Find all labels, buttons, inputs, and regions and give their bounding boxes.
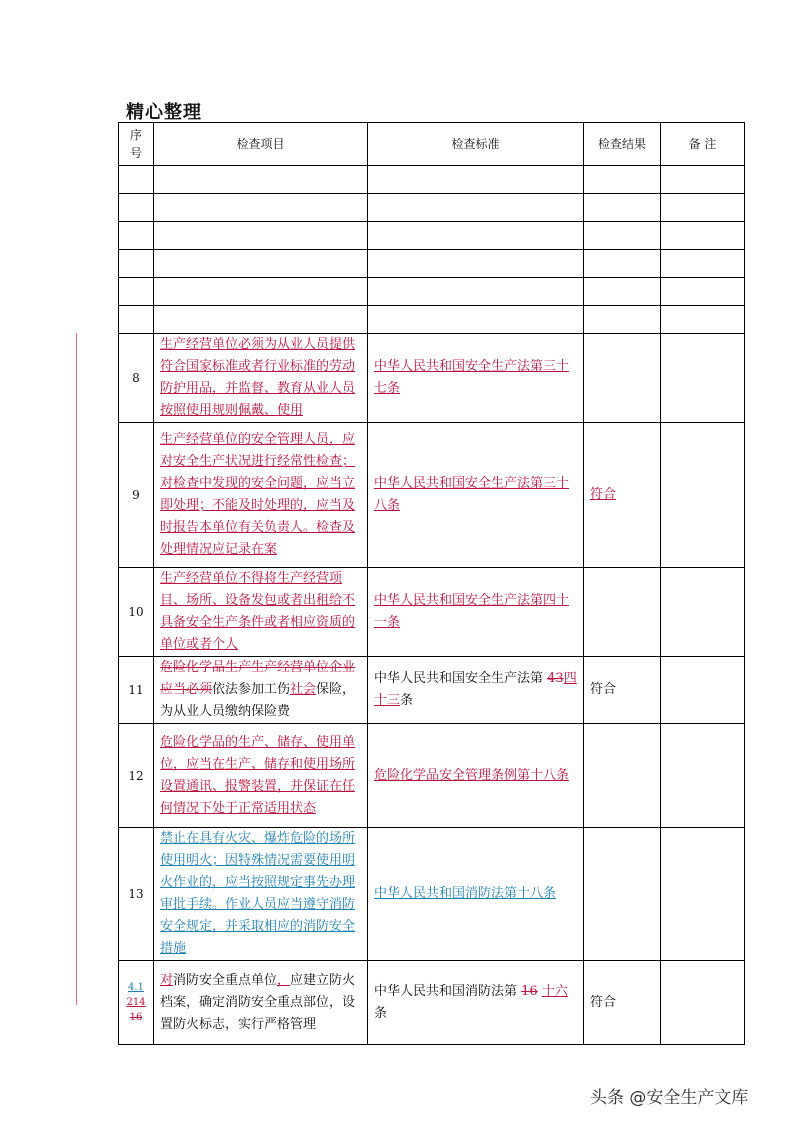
check-standard: [368, 334, 584, 423]
plain-text: 依法参加工伤: [212, 682, 291, 697]
inserted-text: 对: [160, 972, 174, 988]
row-number-revision: 214: [126, 997, 146, 1008]
check-standard: [368, 568, 584, 657]
plain-text: 中华人民共和国消防法第: [374, 983, 518, 999]
check-result: [584, 828, 661, 961]
plain-text: 应建立防火档案，确定消防安全重点部位，设置防火标志，实行严格管理: [160, 972, 356, 1032]
check-item: [154, 724, 368, 828]
row-number: 11: [119, 657, 154, 724]
check-item: [154, 961, 368, 1045]
table-row: [119, 961, 745, 1045]
check-result: [584, 334, 661, 423]
plain-text: 条: [400, 693, 414, 708]
header-standard: 检查标准: [368, 123, 584, 166]
header-item: 检查项目: [154, 123, 368, 166]
empty-row: [119, 250, 745, 278]
check-item: [154, 423, 368, 568]
inserted-text: 生产经营单位必须为从业人员提供符合国家标准或者行业标准的劳动防护用品，并监督、教育从业人员按照使用规则佩戴、使用: [160, 337, 356, 418]
table-row: [119, 423, 745, 568]
plain-text: 中华人民共和国安全生产法第: [374, 671, 544, 686]
remark-cell: [661, 961, 745, 1045]
empty-row: [119, 306, 745, 334]
plain-text: 消防安全重点单位: [173, 972, 278, 988]
inserted-text: 中华人民共和国安全生产法第四十一条: [374, 593, 570, 630]
check-standard: [368, 828, 584, 961]
check-item: [154, 568, 368, 657]
inserted-text: 符合: [590, 487, 617, 502]
row-number: 12: [119, 724, 154, 828]
header-result: 检查结果: [584, 123, 661, 166]
inserted-text: 生产经营单位不得将生产经营项目、场所、设备发包或者出租给不具备安全生产条件或者相应资质的单位或者个人: [160, 571, 356, 652]
inserted-text: 中华人民共和国安全生产法第三十八条: [374, 476, 570, 513]
check-result: [584, 423, 661, 568]
row-number-revision: 4.1: [128, 982, 144, 993]
remark-cell: [661, 423, 745, 568]
check-standard: [368, 724, 584, 828]
inserted-text: 中华人民共和国安全生产法第三十七条: [374, 359, 570, 396]
table-row: [119, 568, 745, 657]
check-standard: [368, 657, 584, 724]
empty-row: [119, 278, 745, 306]
revision-margin-line: [76, 333, 77, 1005]
row-number: 10: [119, 568, 154, 657]
remark-cell: [661, 334, 745, 423]
plain-text: 保险，为从业人员缴纳保险费: [160, 682, 356, 719]
check-item: [154, 657, 368, 724]
row-number: 13: [119, 828, 154, 961]
deleted-text: 43: [547, 671, 564, 686]
inserted-text: ，: [277, 972, 291, 988]
inserted-text: 生产经营单位的安全管理人员，应对安全生产状况进行经常性检查；对检查中发现的安全问题，应当立即处理；不能及时处理的，应当及时报告本单位有关负责人。检查及处理情况应记录在案: [160, 432, 356, 557]
inserted-text: 危险化学品的生产、储存、使用单位，应当在生产、储存和使用场所设置通讯、报警装置，并保证在任何情况下处于正常适用状态: [160, 734, 356, 816]
row-number-revision: 16: [129, 1012, 143, 1023]
table-row: [119, 828, 745, 961]
inserted-text: 中华人民共和国消防法第十八条: [374, 886, 557, 901]
header-remark: 备 注: [661, 123, 745, 166]
table-row: [119, 334, 745, 423]
inserted-text: 禁止在具有火灾、爆炸危险的场所使用明火；因特殊情况需要使用明火作业的，应当按照规定事先办理审批手续。作业人员应当遵守消防安全规定，并采取相应的消防安全措施: [160, 831, 356, 956]
check-standard: [368, 961, 584, 1045]
page-heading: 精心整理: [126, 102, 202, 123]
empty-row: [119, 194, 745, 222]
empty-row: [119, 222, 745, 250]
check-standard: [368, 423, 584, 568]
inspection-table: [118, 122, 745, 1045]
inserted-text: 十六: [541, 983, 568, 999]
check-result: 符合: [584, 657, 661, 724]
check-item: [154, 334, 368, 423]
check-item: [154, 828, 368, 961]
plain-text: 条: [374, 1005, 388, 1021]
check-result: 符合: [584, 961, 661, 1045]
check-result: [584, 724, 661, 828]
row-number: [119, 961, 154, 1045]
empty-row: [119, 166, 745, 194]
watermark-footer: 头条 @安全生产文库: [590, 1088, 749, 1108]
table-row: [119, 724, 745, 828]
remark-cell: [661, 657, 745, 724]
remark-cell: [661, 568, 745, 657]
remark-cell: [661, 724, 745, 828]
table-header-row: [119, 123, 745, 166]
row-number: 9: [119, 423, 154, 568]
deleted-text: 16: [521, 983, 538, 999]
table-row: [119, 657, 745, 724]
inserted-text: 四十三: [374, 671, 577, 708]
row-number: 8: [119, 334, 154, 423]
inserted-text: 危险化学品安全管理条例第十八条: [374, 767, 570, 783]
check-result: [584, 568, 661, 657]
remark-cell: [661, 828, 745, 961]
header-seq: 序号: [119, 123, 154, 166]
deleted-text: 危险化学品生产生产经营单位企业应当必须: [160, 660, 356, 697]
inserted-text: 社会: [290, 682, 317, 697]
